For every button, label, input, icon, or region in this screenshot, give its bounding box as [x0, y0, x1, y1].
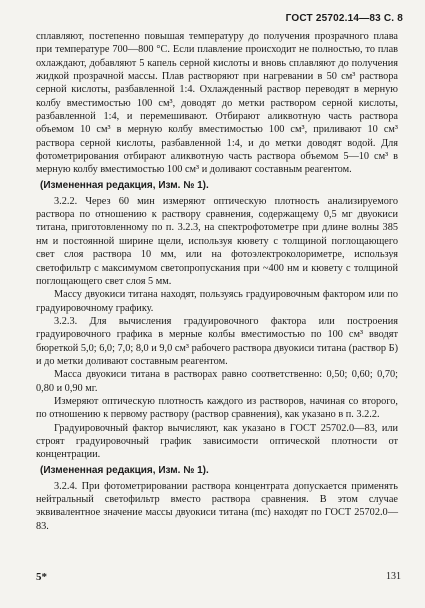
footer-signature-mark: 5* [36, 571, 47, 583]
paragraph-3-2-3: 3.2.3. Для вычисления градуировочного фактора или построения градуировочного графика в мерные колбы вместимостью по 100 см³ вводят бюреткой 5,0; 6,0; 7,0; 8,0 и 9,0 см³ рабочего раствора двуокиси титана (раствор Б) и до метки доливают составным реагентом. [36, 315, 398, 367]
document-body [36, 30, 398, 533]
page-header: ГОСТ 25702.14—83 С. 8 [285, 13, 403, 24]
paragraph-3-2-2: 3.2.2. Через 60 мин измеряют оптическую плотность анализируемого раствора по отношению к раствору сравнения, содержащему 0,5 мг двуокиси титана, приготовленному по п. 3.2.3, на спектрофотометре при длине волны 385 нм и постоянной ширине щели, используя кювету с толщиной поглощающего свет слоя раствора 10 мм, или на фотоэлектроколориметре, используя светофильтр с максимумом светопропускания при ~400 нм и кювету с толщиной поглощающего свет слоя 5 мм. [36, 195, 398, 287]
paragraph-mass-values: Масса двуокиси титана в растворах равно соответственно: 0,50; 0,60; 0,70; 0,80 и 0,90 мг. [36, 369, 398, 394]
paragraph-measure-density: Измеряют оптическую плотность каждого из растворов, начиная со второго, по отношению к первому раствору (раствор сравнения), как указано в п. 3.2.2. [36, 395, 398, 421]
page-number: 131 [386, 571, 401, 582]
paragraph-mass-method: Массу двуокиси титана находят, пользуясь градуировочным фактором или по градуировочному графику. [36, 289, 398, 314]
amendment-note: (Измененная редакция, Изм. № 1). [40, 464, 209, 476]
amendment-note: (Измененная редакция, Изм. № 1). [40, 179, 209, 191]
paragraph-continuation: сплавляют, постепенно повышая температуру до получения прозрачного плава при температуре 700—800 °С. Если плавление происходит не полностью, то плав охлаждают, добавляют 5 капель серной кислоты и вновь сплавляют до получения жидкой прозрачной массы. Плав растворяют при нагревании в 50 см³ раствора серной кислоты, разбавленной 1:4. Охлажденный раствор переводят в мерную колбу вместимостью 100 см³, доводят до метки раствором серной кислоты, разбавленной 1:4, и перемешивают. Отбирают аликвотную часть раствора объемом 10 см³ в мерную колбу вместимостью 100 см³, приливают 10 см³ раствора серной кислоты, разбавленной 1:4, и до метки доводят водой. Для фотометрирования отбирают аликвотную часть раствора объемом 5—10 см³ в мерную колбу вместимостью 100 см³ и доливают составным реагентом. [36, 31, 398, 176]
paragraph-calibration-factor: Градуировочный фактор вычисляют, как указано в ГОСТ 25702.0—83, или строят градуировочный график зависимости оптической плотности от концентрации. [36, 422, 398, 461]
paragraph-3-2-4: 3.2.4. При фотометрировании раствора концентрата допускается применять нейтральный светофильтр вместо раствора сравнения. В этом случае эквивалентное значение массы двуокиси титана (mc) находят по ГОСТ 25702.0—83. [36, 480, 398, 532]
